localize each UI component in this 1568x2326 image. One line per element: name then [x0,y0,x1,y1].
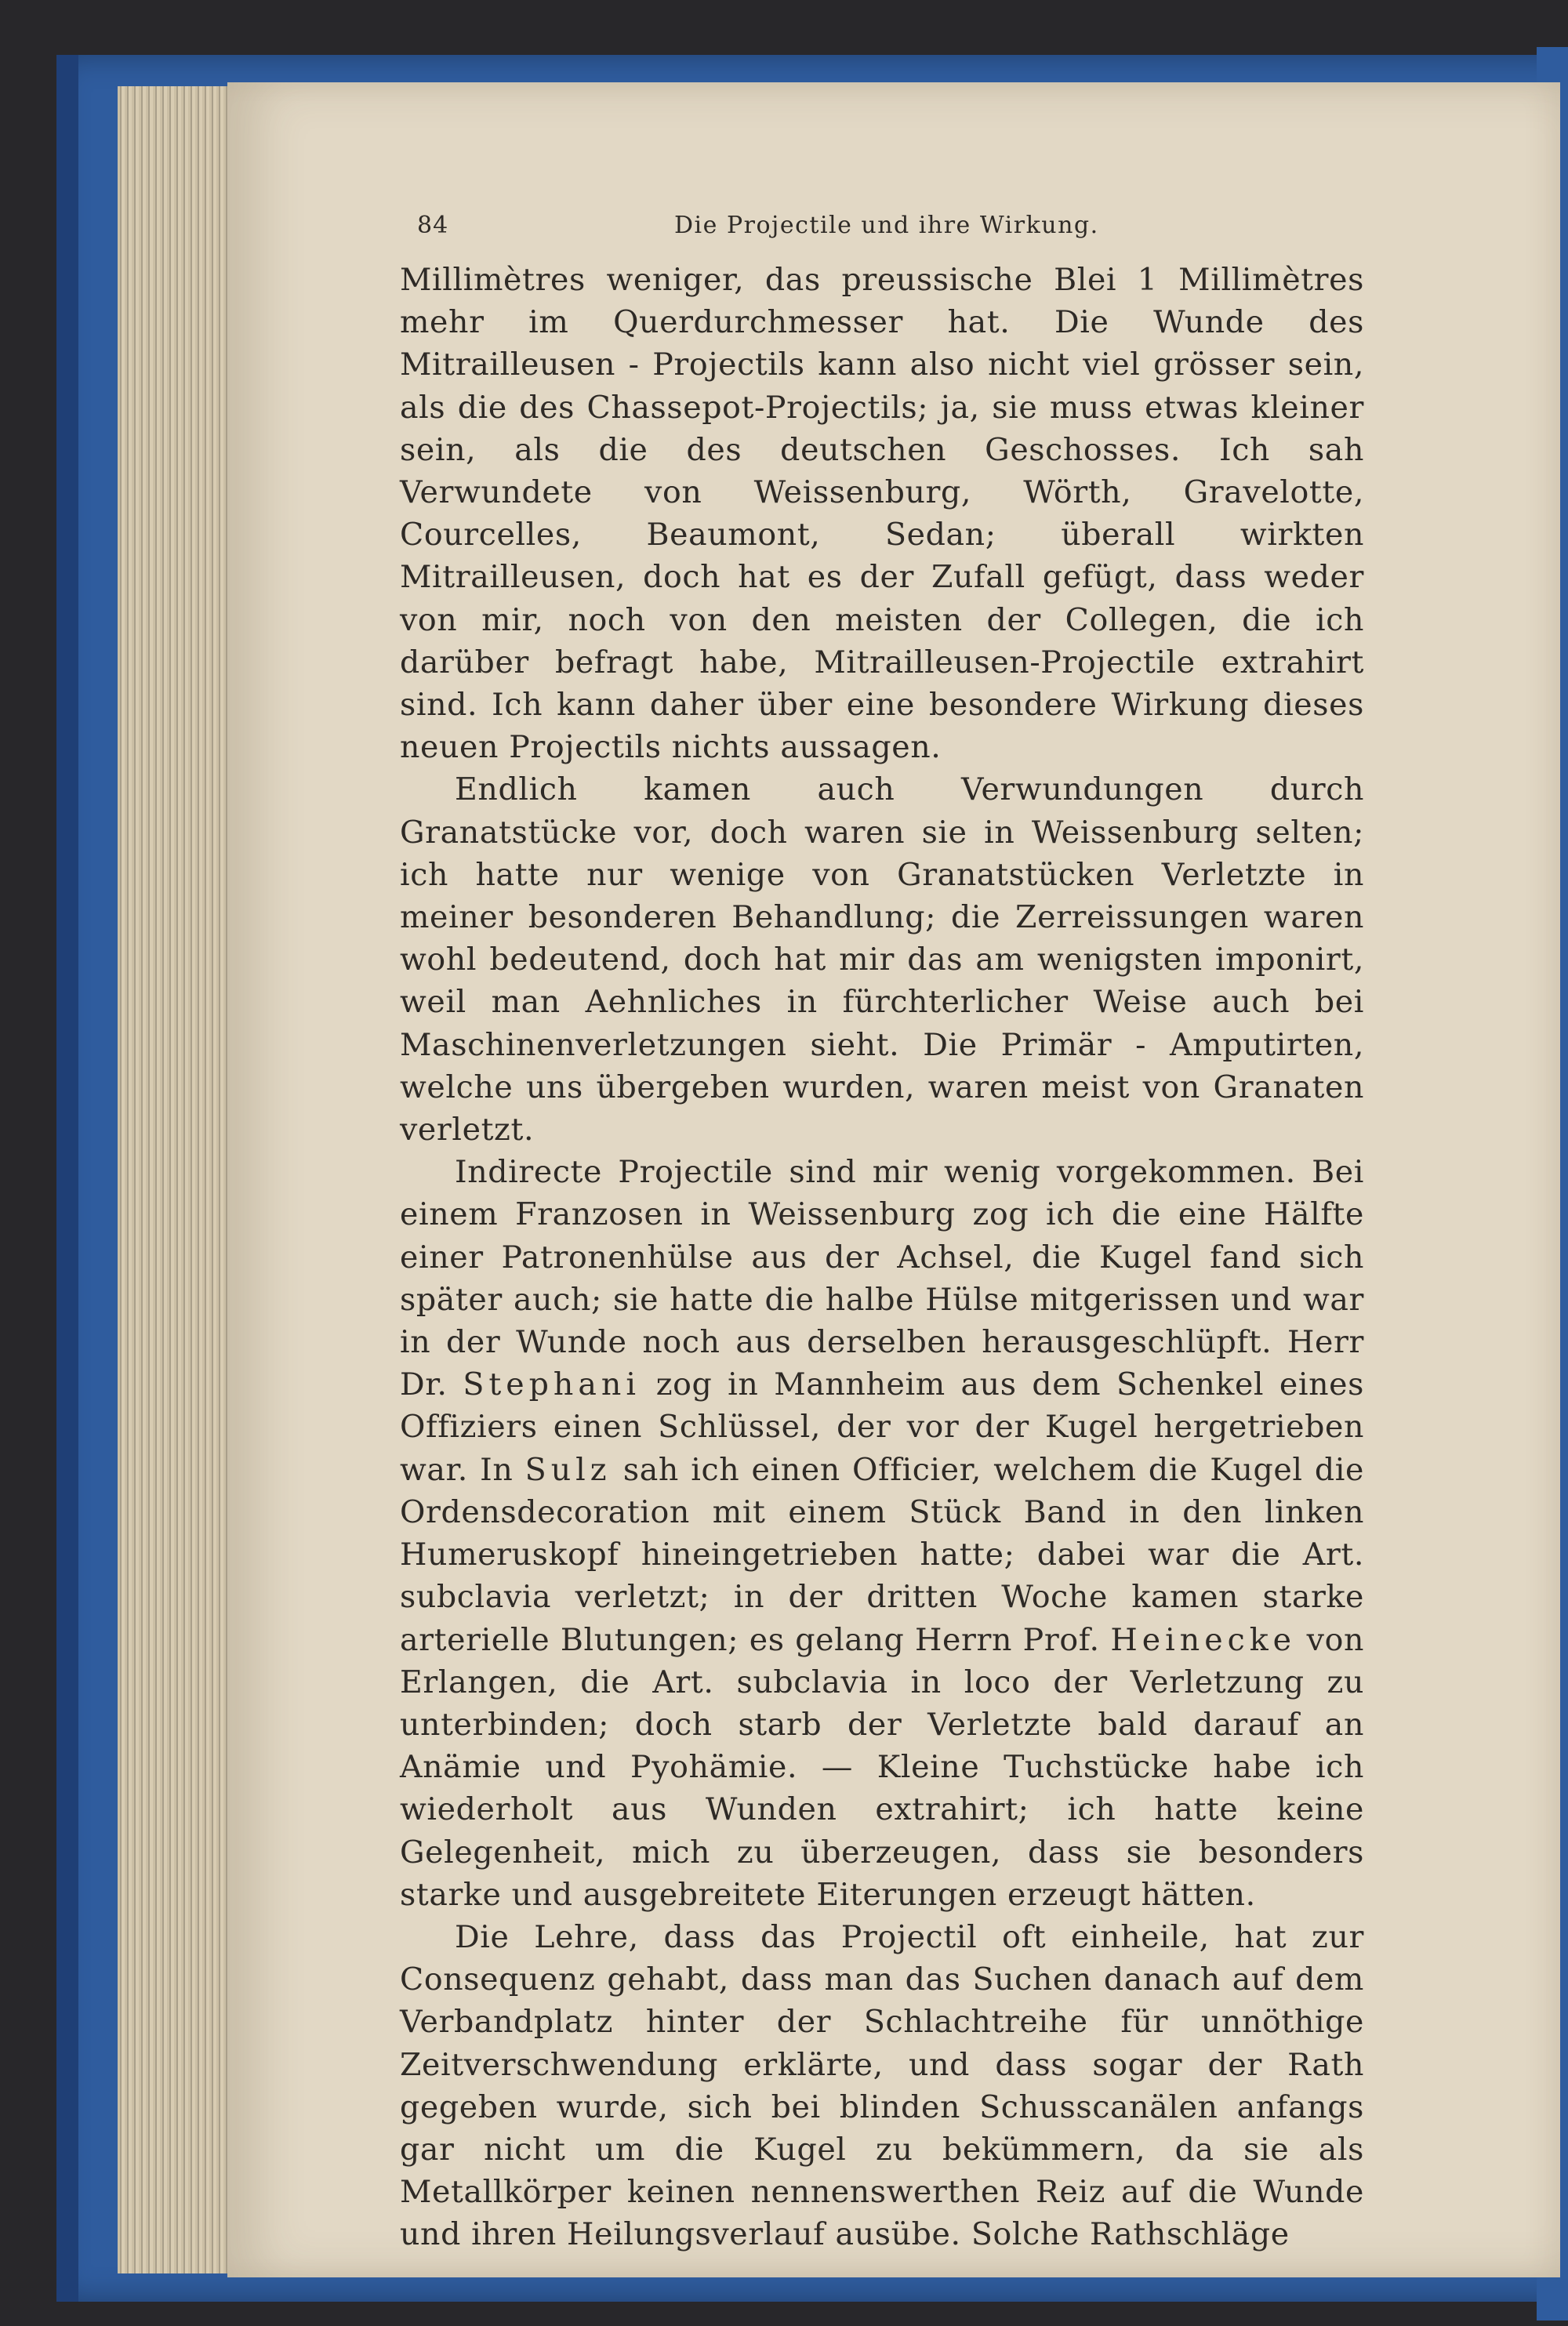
page-content [400,212,1372,2256]
paragraph-2: Endlich kamen auch Verwundungen durch Granatstücke vor, doch waren sie in Weissenburg selten; ich hatte nur wenige von Granatstücken Verletzte in meiner besonderen Behandlung; die Zerreissungen waren wohl bedeutend, doch hat mir das am wenigsten imponirt, weil man Aehnliches in fürchterlicher Weise auch bei Maschinenverletzungen sieht. Die Primär - Amputirten, welche uns übergeben wurden, waren meist von Granaten verletzt. [400,771,1364,1148]
book-cover-edge [56,55,78,2302]
paragraph-3-part-a: Indirecte Projectile sind mir wenig vorgekommen. Bei einem Franzosen in Weissenburg zog ich die eine Hälfte einer Patronenhülse aus der Achsel, die Kugel fand sich später auch; sie hatte die halbe Hülse mitgerissen und war in der Wunde noch aus derselben herausgeschlüpft. Herr Dr. [400,1154,1364,1403]
paragraph-3-part-b: zog in Mannheim aus dem Schenkel eines Offiziers einen Schlüssel, der vor der Kugel hergetrieben war. In [400,1366,1365,1488]
place-sulz: Sulz [524,1451,612,1488]
page-number: 84 [417,212,449,239]
paragraph-1: Millimètres weniger, das preussische Blei 1 Millimètres mehr im Querdurchmesser hat. Die Wunde des Mitrailleusen - Projectils kann also nicht viel grösser sein, als die des Chassepot-Projectils; ja, sie muss etwas kleiner sein, als die des deutschen Geschosses. Ich sah Verwundete von Weissenburg, Wörth, Gravelotte, Courcelles, Beaumont, Sedan; überall wirkten Mitrailleusen, doch hat es der Zufall gefügt, dass weder von mir, noch von den meisten der Collegen, die ich darüber befragt habe, Mitrailleusen-Projectile extrahirt sind. Ich kann daher über eine besondere Wirkung dieses neuen Projectils nichts aussagen. [400,262,1364,766]
paragraph-3-part-c: sah ich einen Officier, welchem die Kugel die Ordensdecoration mit einem Stück Band in den linken Humeruskopf hineingetrieben hatte; dabei war die Art. subclavia verletzt; in der dritten Woche kamen starke arterielle Blutungen; es gelang Herrn Prof. [400,1451,1365,1658]
running-title: Die Projectile und ihre Wirkung. [674,212,1099,239]
page-stack-edges [118,86,235,2273]
running-header [400,212,1372,251]
name-heinecke: Heinecke [1110,1621,1297,1658]
name-stephani: Stephani [463,1366,641,1403]
paragraph-4: Die Lehre, dass das Projectil oft einheile, hat zur Consequenz gehabt, dass man das Suchen danach auf dem Verbandplatz hinter der Schlachtreihe für unnöthige Zeitverschwendung erklärte, und dass sogar der Rath gegeben wurde, sich bei blinden Schusscanälen anfangs gar nicht um die Kugel zu bekümmern, da sie als Metallkörper keinen nennenswerthen Reiz auf die Wunde und ihren Heilungsverlauf ausübe. Solche Rathschläge [400,1918,1364,2253]
paragraph-3-part-d: von Erlangen, die Art. subclavia in loco der Verletzung zu unterbinden; doch starb der Verletzte bald darauf an Anämie und Pyohämie. — Kleine Tuchstücke habe ich wiederholt aus Wunden extrahirt; ich hatte keine Gelegenheit, mich zu überzeugen, dass sie besonders starke und ausgebreitete Eiterungen erzeugt hätten. [400,1621,1365,1913]
paragraph-3 [400,1151,1364,1916]
body-text [400,259,1364,2256]
